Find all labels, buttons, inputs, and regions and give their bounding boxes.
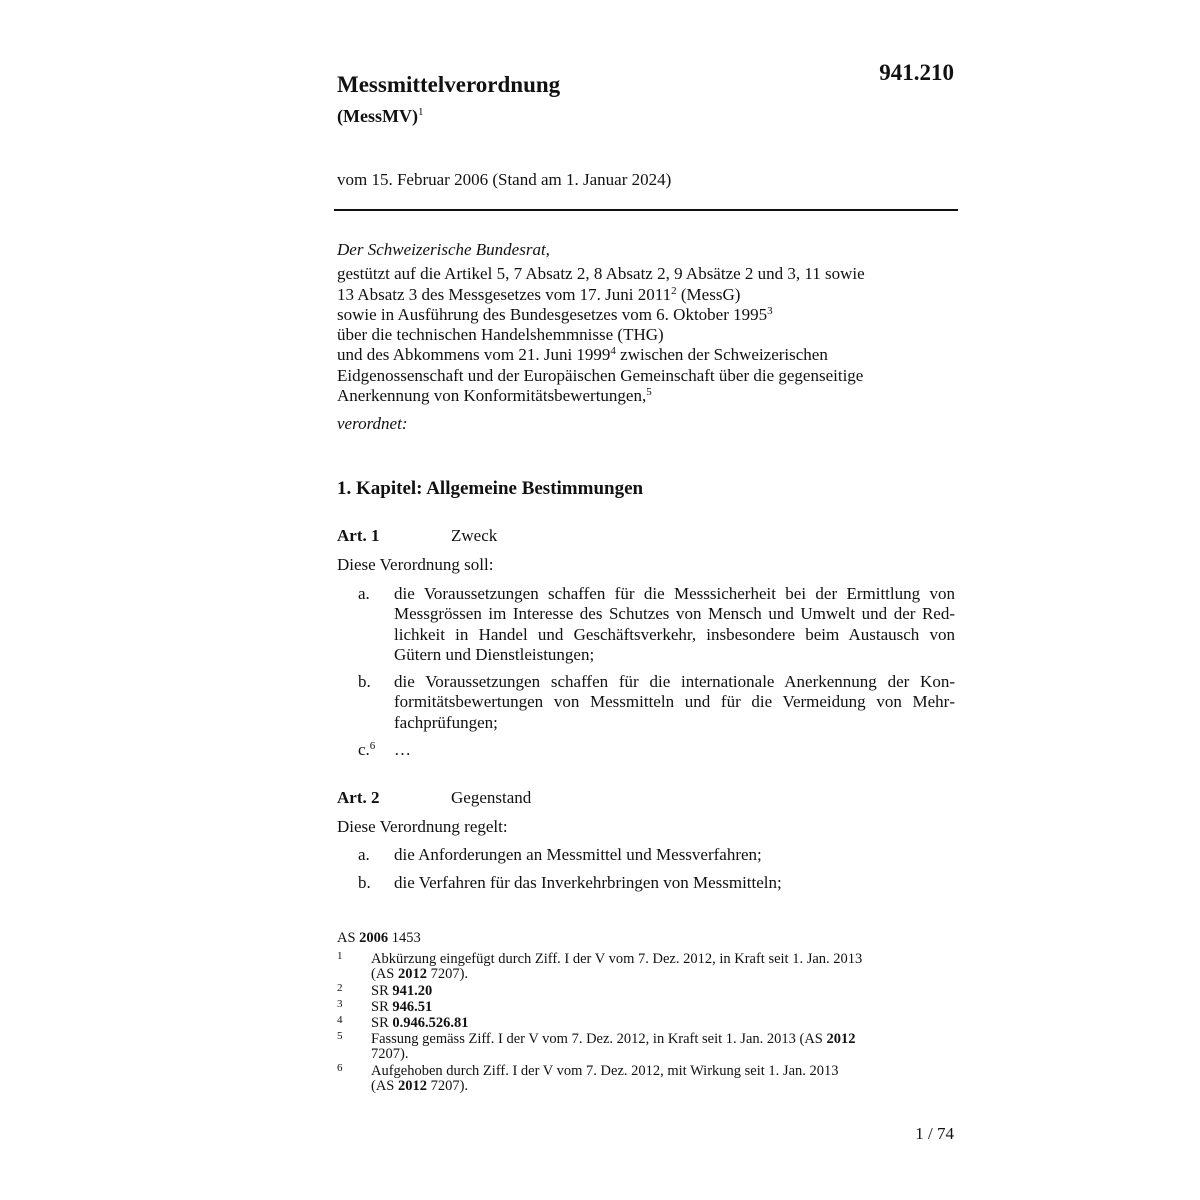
fn-part: SR bbox=[371, 999, 393, 1015]
preamble-line bbox=[337, 285, 865, 305]
footnote-number: 3 bbox=[337, 998, 343, 1010]
date-line: vom 15. Februar 2006 (Stand am 1. Januar 2024) bbox=[337, 170, 672, 189]
footnote-text bbox=[371, 1032, 856, 1046]
article-number: Art. 1 bbox=[337, 526, 380, 545]
preamble-text: zwischen der Schweizerischen bbox=[615, 345, 828, 365]
article-intro: Diese Verordnung soll: bbox=[337, 555, 494, 574]
footnote-number: 5 bbox=[337, 1030, 343, 1042]
fn-part: SR bbox=[371, 1015, 393, 1031]
page-number: 1 / 74 bbox=[915, 1124, 954, 1143]
preamble-text: (MessG) bbox=[676, 284, 741, 304]
fn-part: 7207). bbox=[427, 1078, 469, 1094]
footnote-text bbox=[371, 967, 468, 981]
preamble-authority: Der Schweizerische Bundesrat, bbox=[337, 240, 550, 259]
fn-part-bold: 2012 bbox=[826, 1031, 856, 1047]
list-label: b. bbox=[358, 672, 371, 691]
footnote-text bbox=[371, 1016, 469, 1030]
fn-part-bold: 941.20 bbox=[392, 983, 433, 999]
article-title: Zweck bbox=[451, 526, 498, 545]
preamble-line: Eidgenossenschaft und der Europäischen Gemeinschaft über die gegenseitige bbox=[337, 365, 864, 385]
footnote-text bbox=[371, 1000, 432, 1014]
footnote-text: 7207). bbox=[371, 1046, 409, 1062]
footnote-text bbox=[371, 1079, 468, 1093]
preamble-line: gestützt auf die Artikel 5, 7 Absatz 2, 8 Absatz 2, 9 Absätze 2 und 3, 11 sowie bbox=[337, 264, 865, 284]
fn-part: 7207). bbox=[427, 966, 469, 982]
footnote-ref-4[interactable]: 4 bbox=[610, 345, 616, 358]
fn-part-bold: 0.946.526.81 bbox=[392, 1015, 469, 1031]
preamble-line bbox=[337, 305, 865, 325]
footnote-text: Aufgehoben durch Ziff. I der V vom 7. Dez. 2012, mit Wirkung seit 1. Jan. 2013 bbox=[371, 1063, 839, 1079]
preamble-line: über die technischen Handelshemmnisse (THG) bbox=[337, 325, 664, 345]
list-item-text: … bbox=[394, 740, 411, 759]
chapter-heading: 1. Kapitel: Allgemeine Bestimmungen bbox=[337, 478, 644, 499]
preamble-text: sowie in Ausführung des Bundesgesetzes vom 6. Oktober 1995 bbox=[337, 304, 768, 324]
footnote-ref-1[interactable]: 1 bbox=[417, 106, 424, 118]
footnote-ref-2[interactable]: 2 bbox=[671, 284, 677, 297]
document-title: Messmittelverordnung bbox=[337, 72, 561, 97]
preamble-text: Anerkennung von Konformitätsbewertungen, bbox=[337, 386, 647, 406]
preamble bbox=[337, 240, 865, 406]
footnote-ref-3[interactable]: 3 bbox=[767, 304, 773, 317]
article-number: Art. 2 bbox=[337, 788, 380, 807]
list-item-text: die Voraussetzungen schaffen für die Messsicherheit bei der Ermittlung von Messgrössen im Interesse des Schutzes von Mensch und Umwelt und der Redlichkeit in Handel und Geschäftsverkehr, insbesondere beim Austausch von Gütern und Dienstleistungen; bbox=[394, 584, 955, 664]
preamble-line bbox=[337, 345, 865, 365]
footnote-text bbox=[371, 984, 432, 998]
list-label: a. bbox=[358, 845, 370, 864]
footnote-ref-5[interactable]: 5 bbox=[646, 386, 652, 399]
list-label: a. bbox=[358, 584, 370, 603]
fn-part: SR bbox=[371, 983, 393, 999]
article-intro: Diese Verordnung regelt: bbox=[337, 817, 508, 836]
fn-part-bold: 2012 bbox=[398, 1078, 427, 1094]
footnote-text: Abkürzung eingefügt durch Ziff. I der V vom 7. Dez. 2012, in Kraft seit 1. Jan. 2013 bbox=[371, 951, 863, 967]
article-title: Gegenstand bbox=[451, 788, 532, 807]
sr-number: 941.210 bbox=[879, 60, 954, 85]
list-label: b. bbox=[358, 873, 371, 892]
preamble-verordnet: verordnet: bbox=[337, 414, 408, 433]
fn-part-bold: 946.51 bbox=[392, 999, 433, 1015]
header-rule bbox=[334, 209, 958, 211]
preamble-text: und des Abkommens vom 21. Juni 1999 bbox=[337, 345, 611, 365]
list-item-text: die Voraussetzungen schaffen für die internationale Anerkennung der Konformitätsbewertungen von Messmitteln und für die Vermeidung von Mehrfachprüfungen; bbox=[394, 672, 955, 732]
footnote-number: 1 bbox=[337, 950, 343, 962]
fn-part: (AS bbox=[371, 1078, 398, 1094]
footnote-number: 4 bbox=[337, 1014, 343, 1026]
as-reference bbox=[337, 931, 421, 947]
as-year: 2006 bbox=[359, 930, 389, 946]
as-prefix: AS bbox=[337, 930, 360, 946]
preamble-text: 13 Absatz 3 des Messgesetzes vom 17. Juni 2011 bbox=[337, 284, 672, 304]
abbreviation-text: (MessMV) bbox=[337, 106, 418, 126]
footnote-number: 6 bbox=[337, 1062, 343, 1074]
document-abbreviation bbox=[337, 106, 423, 127]
list-label-text: c. bbox=[358, 740, 370, 759]
fn-part: (AS bbox=[371, 966, 398, 982]
list-item-text: die Verfahren für das Inverkehrbringen von Messmitteln; bbox=[394, 873, 782, 892]
list-label bbox=[358, 740, 375, 760]
footnote-ref-6[interactable]: 6 bbox=[369, 740, 376, 752]
fn-part: Fassung gemäss Ziff. I der V vom 7. Dez. 2012, in Kraft seit 1. Jan. 2013 (AS bbox=[371, 1031, 827, 1047]
footnote-number: 2 bbox=[337, 982, 343, 994]
fn-part-bold: 2012 bbox=[398, 966, 427, 982]
preamble-line bbox=[337, 386, 865, 406]
as-page: 1453 bbox=[388, 930, 421, 946]
list-item-text: die Anforderungen an Messmittel und Messverfahren; bbox=[394, 845, 762, 864]
